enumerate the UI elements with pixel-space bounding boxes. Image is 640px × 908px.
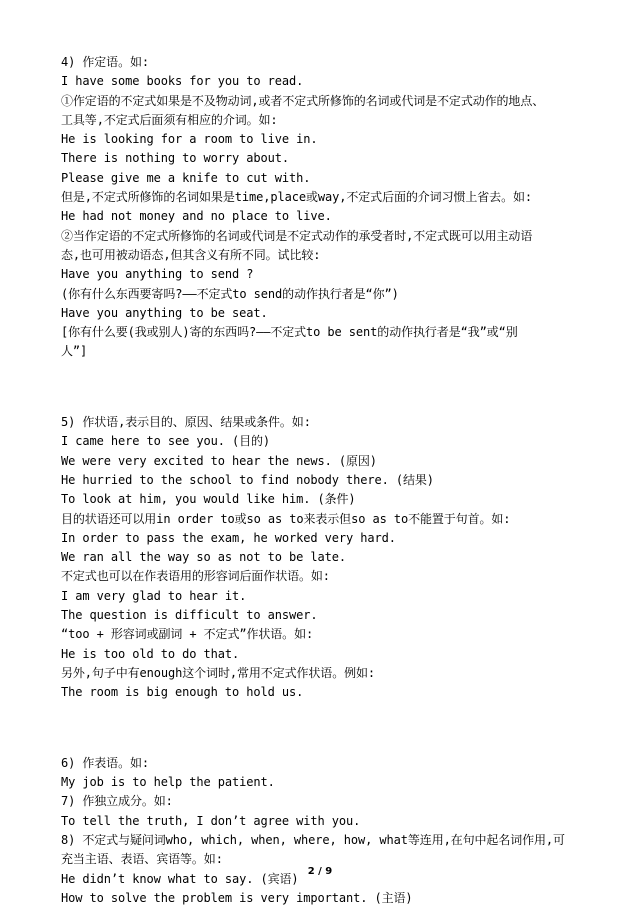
text-line: I am very glad to hear it. xyxy=(61,588,247,603)
text-line: My job is to help the patient. xyxy=(61,775,275,790)
text-line: 另外,句子中有enough这个词时,常用不定式作状语。例如: xyxy=(61,665,376,680)
text-line: “too + 形容词或副词 + 不定式”作状语。如: xyxy=(61,627,314,642)
text-line: [你有什么要(我或别人)寄的东西吗?——不定式to be sent的动作执行者是“我”或“别 xyxy=(61,325,518,340)
text-line: To tell the truth, I don’t agree with you. xyxy=(61,813,361,828)
text-line: I have some books for you to read. xyxy=(61,74,304,89)
text-line: He is too old to do that. xyxy=(61,646,240,661)
text-line: How to solve the problem is very important. (主语) xyxy=(61,890,413,905)
text-line: 7) 作独立成分。如: xyxy=(61,794,173,809)
text-line: There is nothing to worry about. xyxy=(61,151,289,166)
text-line: 5) 作状语,表示目的、原因、结果或条件。如: xyxy=(61,415,311,430)
blank-line xyxy=(61,719,600,738)
text-line: He didn’t know what to say. (宾语) xyxy=(61,871,299,886)
document-body xyxy=(61,53,600,908)
text-line: He had not money and no place to live. xyxy=(61,209,332,224)
text-line: The question is difficult to answer. xyxy=(61,608,318,623)
text-line: I came here to see you. (目的) xyxy=(61,434,271,449)
blank-line xyxy=(61,378,600,397)
text-line: 工具等,不定式后面须有相应的介词。如: xyxy=(61,112,278,127)
text-line: We ran all the way so as not to be late. xyxy=(61,550,346,565)
text-line: To look at him, you would like him. (条件) xyxy=(61,492,356,507)
text-line: Please give me a knife to cut with. xyxy=(61,170,311,185)
text-line: 8) 不定式与疑问词who, which, when, where, how, what等连用,在句中起名词作用,可 xyxy=(61,832,565,847)
text-line: 4) 作定语。如: xyxy=(61,55,149,69)
text-line: In order to pass the exam, he worked very hard. xyxy=(61,530,396,545)
text-line: 6) 作表语。如: xyxy=(61,755,149,770)
text-line: 不定式也可以在作表语用的形容词后面作状语。如: xyxy=(61,569,330,584)
text-line: ②当作定语的不定式所修饰的名词或代词是不定式动作的承受者时,不定式既可以用主动语 xyxy=(61,228,533,243)
text-line: Have you anything to send ? xyxy=(61,267,254,282)
text-line: 目的状语还可以用in order to或so as to来表示但so as to不能置于句首。如: xyxy=(61,511,511,526)
text-line: (你有什么东西要寄吗?——不定式to send的动作执行者是“你”) xyxy=(61,286,399,301)
text-line: 态,也可用被动语态,但其含义有所不同。试比较: xyxy=(61,247,321,262)
text-line: He hurried to the school to find nobody there. (结果) xyxy=(61,472,434,487)
text-line: Have you anything to be seat. xyxy=(61,305,268,320)
text-line: 但是,不定式所修饰的名词如果是time,place或way,不定式后面的介词习惯上省去。如: xyxy=(61,190,532,205)
text-line: 人”] xyxy=(61,344,88,359)
text-line: ①作定语的不定式如果是不及物动词,或者不定式所修饰的名词或代词是不定式动作的地点、 xyxy=(61,93,545,108)
text-line: The room is big enough to hold us. xyxy=(61,685,304,700)
text-line: We were very excited to hear the news. (原因) xyxy=(61,453,377,468)
page-number: 2 / 9 xyxy=(307,866,333,877)
text-line: 充当主语、表语、宾语等。如: xyxy=(61,852,223,867)
text-line: He is looking for a room to live in. xyxy=(61,132,318,147)
